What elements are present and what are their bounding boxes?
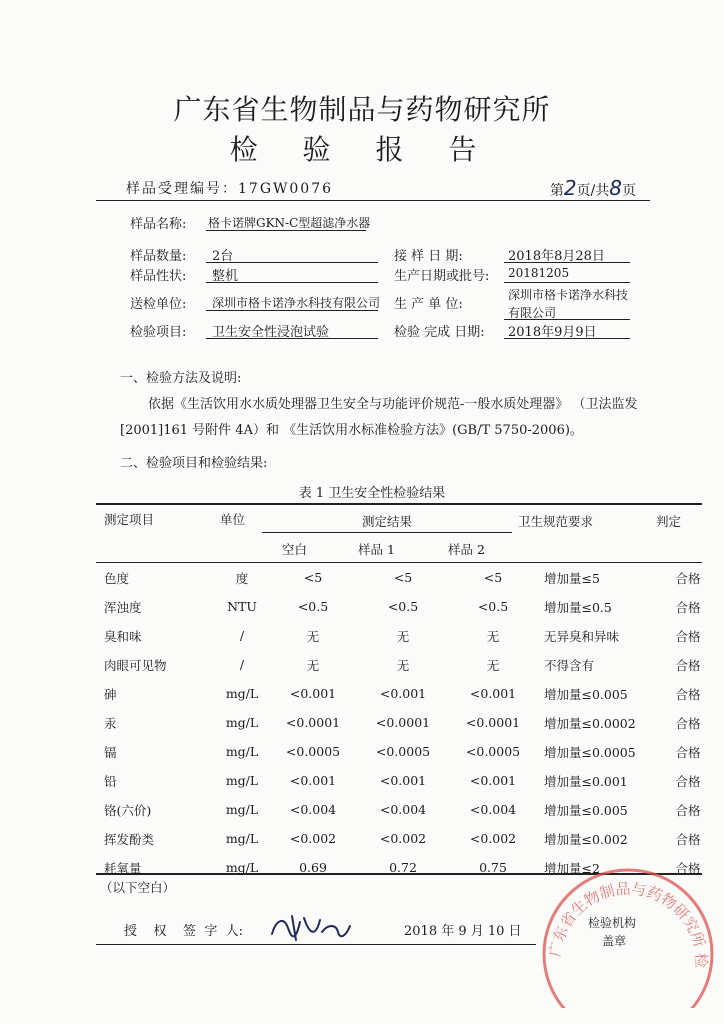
official-stamp (538, 858, 718, 1008)
table-row (96, 650, 702, 679)
cell-decision: 合格 (675, 831, 701, 847)
cell-decision: 合格 (675, 686, 701, 702)
receive-date-value: 2018年8月28日 (508, 249, 605, 264)
cell-sample1: <0.0001 (375, 715, 431, 730)
cell-unit: / (239, 628, 245, 643)
table-row (96, 621, 702, 650)
cell-sample1: 无 (396, 628, 410, 644)
cell-blank: <0.002 (289, 831, 337, 846)
table-top-rule (96, 503, 702, 505)
test-item-value: 卫生安全性浸泡试验 (212, 325, 330, 340)
cell-decision: 合格 (675, 773, 701, 789)
cell-item: 铬(六价) (104, 802, 152, 818)
sample-name-label: 样品名称: (130, 217, 187, 232)
cell-unit: mg/L (225, 715, 259, 730)
quantity-label: 样品数量: (130, 249, 187, 264)
sample-name-underline (206, 230, 366, 231)
cell-sample1: <0.001 (379, 773, 427, 788)
complete-date-underline (504, 338, 630, 339)
col-header-item: 测定项目 (104, 512, 155, 527)
cell-item: 肉眼可见物 (104, 657, 167, 673)
stamp-org-label: 检验机构 (588, 916, 637, 930)
cell-item: 挥发酚类 (104, 831, 155, 847)
col-header-blank: 空白 (282, 542, 308, 557)
cell-standard: 增加量≤5 (544, 570, 600, 586)
table-row (96, 563, 702, 592)
receive-date-label: 接 样 日 期: (394, 249, 463, 264)
quantity-underline (206, 262, 378, 263)
table-row (96, 824, 702, 853)
section-method-title: 一、检验方法及说明: (120, 371, 242, 386)
cell-sample2: <0.002 (469, 831, 517, 846)
cell-decision: 合格 (675, 744, 701, 760)
cell-sample1: <0.5 (387, 599, 419, 614)
signer-label: 授 权 签 字 人: (124, 924, 243, 939)
sign-date: 2018 年 9 月 10 日 (404, 924, 522, 939)
handwritten-signature (266, 906, 356, 946)
submitter-label: 送检单位: (130, 297, 187, 312)
submitter-value: 深圳市格卡诺净水科技有限公司 (212, 296, 381, 310)
cell-sample1: <5 (393, 570, 413, 585)
producer-label: 生 产 单 位: (394, 297, 463, 312)
cell-sample2: 0.75 (479, 860, 507, 875)
cell-decision: 合格 (675, 802, 701, 818)
col-header-sample1: 样品 1 (358, 542, 395, 557)
cell-blank: <0.5 (297, 599, 329, 614)
blank-note: （以下空白） (100, 880, 176, 895)
cell-sample1: <0.0005 (375, 744, 431, 759)
cell-unit: mg/L (225, 686, 259, 701)
col-header-unit: 单位 (220, 512, 246, 527)
cell-blank: <0.001 (289, 773, 337, 788)
method-line-1: 依据《生活饮用水水质处理器卫生安全与功能评价规范-一般水质处理器》 （卫法监发 (148, 397, 638, 412)
cell-unit: NTU (227, 599, 257, 614)
cell-blank: 无 (306, 657, 320, 673)
stamp-arc-text: 广东省生物制品与药物研究所 检 (545, 879, 711, 969)
cell-standard: 增加量≤0.5 (544, 599, 612, 615)
stamp-circle-icon (538, 858, 718, 1008)
table-row (96, 766, 702, 795)
cell-sample2: <0.001 (469, 773, 517, 788)
cell-item: 浑浊度 (104, 599, 142, 615)
page-total: 8 (609, 176, 622, 200)
cell-sample1: <0.004 (379, 802, 427, 817)
table-caption: 表 1 卫生安全性检验结果 (298, 486, 446, 501)
cell-blank: 无 (306, 628, 320, 644)
prod-date-value: 20181205 (508, 266, 570, 280)
table-row (96, 679, 702, 708)
property-value: 整机 (212, 269, 239, 284)
complete-date-label: 检验 完成 日期: (394, 325, 485, 340)
report-header (96, 172, 650, 201)
table-row (96, 708, 702, 737)
cell-unit: mg/L (225, 773, 259, 788)
receive-date-underline (504, 262, 630, 263)
table-row (96, 592, 702, 621)
cell-sample2: <0.004 (469, 802, 517, 817)
cell-decision: 合格 (675, 599, 701, 615)
cell-sample1: 无 (396, 657, 410, 673)
cell-decision: 合格 (675, 657, 701, 673)
cell-decision: 合格 (675, 860, 701, 876)
table-row (96, 737, 702, 766)
cell-blank: <0.0005 (285, 744, 341, 759)
cell-item: 铅 (104, 773, 117, 789)
cell-blank: <0.001 (289, 686, 337, 701)
page-mid: 页/共 (576, 183, 610, 199)
cell-sample2: <0.0005 (465, 744, 521, 759)
prod-date-underline (504, 282, 630, 283)
cell-standard: 增加量≤0.005 (544, 686, 628, 702)
cell-unit: / (239, 657, 245, 672)
results-table (96, 563, 702, 882)
test-item-underline (206, 338, 378, 339)
cell-blank: <0.004 (289, 802, 337, 817)
col-header-result: 测定结果 (362, 514, 413, 529)
cell-unit: mg/L (225, 831, 259, 846)
table-mid-rule (262, 532, 512, 533)
cell-standard: 增加量≤0.0002 (544, 715, 636, 731)
property-underline (206, 282, 378, 283)
cell-unit: mg/L (225, 802, 259, 817)
producer-value-line1: 深圳市格卡诺净水科技 (508, 288, 629, 302)
cell-blank: <0.0001 (285, 715, 341, 730)
cell-sample1: 0.72 (389, 860, 417, 875)
col-header-decision: 判定 (656, 514, 682, 529)
cell-sample2: 无 (486, 628, 500, 644)
col-header-sample2: 样品 2 (448, 542, 485, 557)
cell-sample2: 无 (486, 657, 500, 673)
accept-number-value: 17GW0076 (238, 181, 334, 197)
cell-blank: <5 (303, 570, 323, 585)
cell-sample2: <5 (483, 570, 503, 585)
signature-underline (96, 944, 536, 945)
property-label: 样品性状: (130, 269, 187, 284)
cell-standard: 增加量≤0.0005 (544, 744, 636, 760)
cell-standard: 不得含有 (544, 657, 595, 673)
cell-standard: 无异臭和异味 (544, 628, 620, 644)
cell-item: 镉 (104, 744, 117, 760)
method-line-2: [2001]161 号附件 4A）和 《生活饮用水标准检验方法》(GB/T 5750-2006)。 (120, 423, 583, 438)
complete-date-value: 2018年9月9日 (508, 325, 597, 340)
cell-unit: mg/L (225, 860, 259, 875)
section-results-title: 二、检验项目和检验结果: (120, 456, 268, 471)
report-title: 检 验 报 告 (229, 133, 495, 166)
cell-sample1: <0.001 (379, 686, 427, 701)
test-item-label: 检验项目: (130, 325, 187, 340)
cell-sample2: <0.001 (469, 686, 517, 701)
cell-item: 耗氧量 (104, 860, 142, 876)
accept-number (126, 178, 333, 198)
cell-unit: 度 (235, 570, 249, 586)
table-row (96, 795, 702, 824)
submitter-underline (206, 310, 378, 311)
cell-sample1: <0.002 (379, 831, 427, 846)
cell-decision: 合格 (675, 715, 701, 731)
cell-sample2: <0.5 (477, 599, 509, 614)
cell-sample2: <0.0001 (465, 715, 521, 730)
cell-item: 汞 (104, 715, 117, 731)
cell-standard: 增加量≤0.002 (544, 831, 628, 847)
cell-item: 砷 (104, 686, 117, 702)
institute-title: 广东省生物制品与药物研究所 (173, 93, 551, 126)
cell-blank: 0.69 (299, 860, 327, 875)
page-prefix: 第 (549, 183, 564, 199)
col-header-standard: 卫生规范要求 (518, 514, 594, 529)
sample-name-value: 格卡诺牌GKN-C型超滤净水器 (208, 216, 371, 230)
cell-item: 臭和味 (104, 628, 142, 644)
page-indicator (550, 176, 636, 200)
cell-standard: 增加量≤2 (544, 860, 600, 876)
producer-underline (504, 319, 630, 320)
cell-unit: mg/L (225, 744, 259, 759)
prod-date-label: 生产日期或批号: (394, 269, 490, 284)
cell-item: 色度 (104, 570, 130, 586)
stamp-seal-label: 盖章 (602, 934, 627, 948)
page-suffix: 页 (622, 183, 636, 199)
cell-standard: 增加量≤0.001 (544, 773, 628, 789)
cell-standard: 增加量≤0.005 (544, 802, 628, 818)
page-current: 2 (563, 176, 577, 200)
cell-decision: 合格 (675, 628, 701, 644)
accept-number-label: 样品受理编号： (126, 181, 238, 197)
producer-value-line2: 有限公司 (508, 306, 557, 320)
quantity-value: 2台 (212, 249, 234, 264)
cell-decision: 合格 (675, 570, 701, 586)
